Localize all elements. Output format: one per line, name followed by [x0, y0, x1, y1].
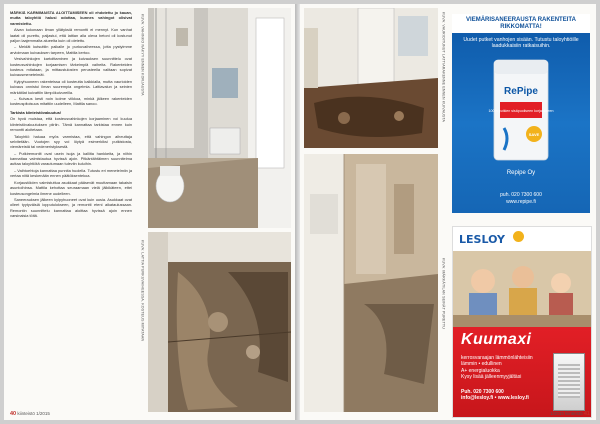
ad-headline: VIEMÄRISANEERAUSTA RAKENTEITA RIKKOMATTA! — [452, 14, 590, 33]
ad-subline: Uudet putket vanhojen sisään. Tutustu taloyhtiöille laadukkaisiin ratkaisuihin. — [463, 37, 579, 50]
feature-line: kerrosvaraajan lämmönlähteisiin — [461, 355, 533, 361]
left-text-column — [10, 10, 132, 220]
damaged-floor-photo — [304, 8, 438, 148]
photo-caption: KUVA: VAHINKO NÄKYY ENNEN KORJAUSTA — [140, 14, 145, 96]
body-paragraph: – Kuivaus kesti noin kolme viikkoa, minkä jälkeen rakenteiden kosteuspitoisuus mitattiin uudelleen, Mattila sanoo. — [10, 96, 132, 107]
photo-caption: KUVA: MÄRKÄTILAN SEINÄT PURETTU — [441, 258, 446, 330]
body-paragraph: Kylpyhuoneen rakenteissa oli kosteutta kaikkialla, mutta vaurioiden kuivaus onnistui ilman suurempia ongelmia. Lattiavalun ja seinien märkätilat kuivattiin lämpökuivureilla. — [10, 78, 132, 95]
family-photo — [453, 251, 591, 327]
product-name: Kuumaxi — [461, 331, 532, 348]
ad-website[interactable]: info@lesloy.fi • www.lesloy.fi — [461, 395, 529, 402]
magazine-name: 1/2015 kiinteistö — [550, 411, 583, 416]
heater-product-image — [553, 353, 585, 411]
feature-line: lämmin • edullinen — [461, 361, 502, 368]
ad-phone: Puh. 020 7300 600 — [461, 389, 504, 395]
feature-line: A+ energialuokka — [461, 367, 500, 374]
page-number: 40 — [10, 411, 17, 417]
page-folio — [10, 411, 50, 417]
repipe-product-image — [474, 50, 568, 172]
lesloy-logo: LESLOY — [459, 233, 505, 246]
product-features — [461, 355, 533, 381]
right-page — [300, 4, 596, 420]
subheading: Tarkista kiinteistövakuutus! — [10, 109, 62, 115]
sun-icon — [513, 231, 524, 242]
save-badge: SAVE — [528, 132, 540, 137]
ad-company: Repipe Oy — [506, 170, 536, 176]
wall-demolition-photo — [304, 154, 438, 412]
body-paragraph: – Vaihtoehtoja kannattaa punnita huolella. Tutustu eri menetelmiin ja vertaa niitä keskenään ennen päätöksentekoa. — [10, 167, 132, 179]
body-paragraph: – Putkiremontit ovat usein isoja ja kalliita hankkeita, ja niihin kannattaa valmistautua hyvissä ajoin. Pitkäntähtäimen suunnitelma auttaa taloyhtiötä varautumaan tuleviin kuluihin. — [10, 150, 132, 167]
magazine-name: kiinteistö 1/2015 — [17, 411, 50, 416]
photo-caption: KUVA: LATTIA PURKUVAIHEESSA, KOSTEUS MITATAAN — [140, 240, 145, 342]
body-paragraph: Aivan kokonaan ilman yllätyksiä remontti ei mennyt. Kun vanhat laatat oli purettu, paljastui, että lattian alla oleva betoni oli kostunut paljon laajemmalta alueelta kuin oli oletettu. — [10, 27, 132, 43]
floor-damage-photo — [148, 232, 291, 412]
body-paragraph: Saneerauksen jälkeen kylpyhuoneet ovat kuin uusia. Asukkaat ovat olleet tyytyväisiä lopputulokseen, ja remontti eteni aikataulussaan. Remontin suunnittelu kannattaa aloittaa hyvissä ajoin ennen varsinaisia töitä. — [10, 197, 132, 219]
body-paragraph: Korjaustöiden valmistuttua asukkaat pääsevät muuttamaan takaisin asuntoihinsa. Mattila kehottaa seuraamaan vielä jälkikäteen, ettei kosteusongelmia ilmene uudelleen. — [10, 179, 132, 196]
body-paragraph: Taloyhtiö haluaa myös varmistaa, että vahingon aiheuttaja selvitetään. Vuotojen syy voi löytyä esimerkiksi putkistosta, viemäreistä tai vedeneristyksestä. — [10, 133, 132, 150]
lesloy-advertisement[interactable] — [452, 226, 592, 418]
page-number: 41 — [583, 411, 590, 417]
ad-website[interactable]: www.repipe.fi — [506, 198, 536, 205]
bathroom-photo — [148, 8, 291, 228]
left-page — [4, 4, 295, 420]
lead-paragraph: MÄRKIÄ KARMIMAISTA ALOITTAMISEEN oli ehdotettu jo kauan, mutta taloyhtiö halusi odottaa, kunnes vahingot olisivat varmistettu. — [10, 10, 132, 26]
body-paragraph: On hyvä muistaa, että kosteusvahinkojen korjaaminen voi kuulua kiinteistövakuutuksen piiriin. Tämä kannattaa tarkistaa ennen kuin remontti aloitetaan. — [10, 116, 132, 132]
repipe-advertisement[interactable] — [452, 14, 590, 213]
body-paragraph: – Meidät kutsuttiin paikalle jo purkuvaiheessa, jotta pystyimme arvioimaan kuivauksen tarpeen, Mattila kertoo. — [10, 44, 132, 55]
ad-phone: puh. 020 7300 600 — [500, 192, 542, 199]
page-folio — [550, 411, 590, 417]
photo-caption: KUVA: VAURIOITUNUT LATTIARAKENNE ENNEN KUIVAUSTA — [441, 12, 446, 123]
product-label: 100% putkien sisäpuoliseen korjaukseen — [488, 109, 554, 113]
ad-contact — [461, 389, 529, 402]
feature-line: Kysy lisää jälleenmyyjältäsi — [461, 374, 522, 381]
kuumaxi-band — [453, 327, 591, 417]
ad-contact — [452, 192, 590, 205]
body-paragraph: Vesivahinkojen kartoittaminen ja kuivauksen suunnittelu ovat kosteusvahinkojen korjaamisen tärkeimpiä vaiheita. Rakenteiden kosteus mitataan, ja mittaustulosten perusteella valitaan sopivat kuivausmenetelmät. — [10, 56, 132, 78]
repipe-logo-text: RePipe — [504, 86, 538, 97]
